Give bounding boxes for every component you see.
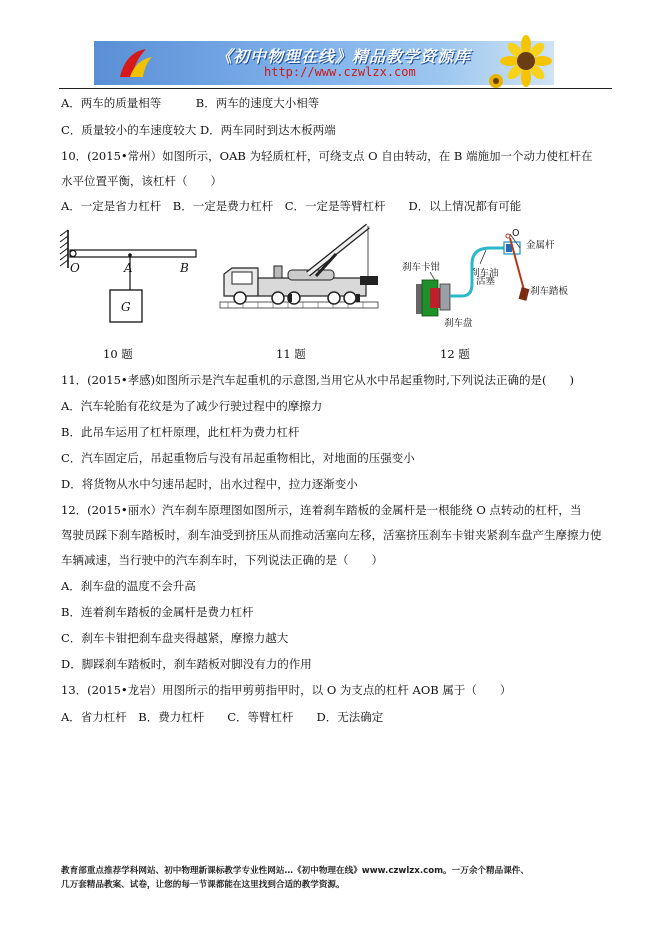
q9-options-row2: C．质量较小的车速度较大 D．两车同时到达木板两端 [61, 123, 336, 137]
q12-option-a: A．刹车盘的温度不会升高 [61, 579, 196, 593]
fig12-label-caliper: 刹车卡钳 [402, 262, 441, 273]
banner-url: http://www.czwlzx.com [264, 65, 416, 79]
sunflower-image [492, 35, 552, 91]
q12-stem-line2: 驾驶员踩下刹车踏板时，刹车油受到挤压从而推动活塞向左移，活塞挤压刹车卡钳夹紧刹车盘产生摩擦力使 [61, 528, 602, 542]
figure-10-lever [58, 228, 208, 326]
fig10-label-a: A [124, 261, 133, 275]
fig10-label-g: G [121, 300, 131, 314]
q10-stem-line1: 10．(2015•常州）如图所示，OAB 为轻质杠杆，可绕支点 O 自由转动，在 B 端施加一个动力使杠杆在 [61, 149, 593, 163]
q13-options: A．省力杠杆 B．费力杠杆 C．等臂杠杆 D．无法确定 [61, 710, 384, 724]
q12-option-d: D．脚踩刹车踏板时，刹车踏板对脚没有力的作用 [61, 657, 312, 671]
fig10-label-o: O [70, 261, 80, 275]
q10-stem-line2: 水平位置平衡，该杠杆（ ） [61, 174, 222, 188]
header-rule [59, 88, 612, 89]
fig10-label-b: B [180, 261, 189, 275]
q13-stem: 13．(2015•龙岩）用图所示的指甲剪剪指甲时，以 O 为支点的杠杆 AOB 属于（ ） [61, 683, 512, 697]
fig12-caption: 12 题 [440, 347, 470, 361]
fig12-label-pedal: 刹车踏板 [530, 286, 569, 297]
q12-option-b: B．连着刹车踏板的金属杆是费力杠杆 [61, 605, 254, 619]
site-logo [116, 45, 156, 81]
q12-stem-line3: 车辆减速，当行驶中的汽车刹车时，下列说法正确的是（ ） [61, 553, 383, 567]
q9-options-row1: A．两车的质量相等 B．两车的速度大小相等 [61, 96, 320, 110]
footer-line1: 教育部重点推荐学科网站、初中物理新课标教学专业性网站…《初中物理在线》www.czwlzx.com。一万余个精品课件、 [61, 866, 529, 876]
q11-option-a: A．汽车轮胎有花纹是为了减少行驶过程中的摩擦力 [61, 399, 323, 413]
q10-options: A．一定是省力杠杆 B．一定是费力杠杆 C．一定是等臂杠杆 D．以上情况都有可能 [61, 199, 522, 213]
q12-stem-line1: 12．(2015•丽水）汽车刹车原理图如图所示，连着刹车踏板的金属杆是一根能绕 O 点转动的杠杆，当 [61, 503, 582, 517]
q11-option-b: B．此吊车运用了杠杆原理，此杠杆为费力杠杆 [61, 425, 300, 439]
fig10-caption: 10 题 [103, 347, 133, 361]
figure-11-crane-truck [218, 214, 380, 310]
q11-stem: 11．(2015•孝感)如图所示是汽车起重机的示意图,当用它从水中吊起重物时,下列说法正确的是( ) [61, 373, 574, 387]
q11-option-c: C．汽车固定后，吊起重物后与没有吊起重物相比，对地面的压强变小 [61, 451, 415, 465]
fig11-caption: 11 题 [276, 347, 306, 361]
figure-12-brake-system [400, 228, 569, 332]
fig12-label-rod: 金属杆 [526, 240, 555, 251]
fig12-label-oil: 刹车油 [470, 268, 499, 279]
fig12-label-disc: 刹车盘 [444, 318, 473, 329]
footer-line2: 几万套精品教案、试卷，让您的每一节课都能在这里找到合适的教学资源。 [61, 880, 345, 890]
fig12-label-o: O [512, 228, 520, 239]
header-banner [94, 41, 554, 85]
q12-option-c: C．刹车卡钳把刹车盘夹得越紧，摩擦力越大 [61, 631, 289, 645]
q11-option-d: D．将货物从水中匀速吊起时，出水过程中，拉力逐渐变小 [61, 477, 358, 491]
fig12-label-piston: 活塞 [476, 276, 496, 287]
banner-title: 《初中物理在线》精品教学资源库 [216, 47, 472, 66]
